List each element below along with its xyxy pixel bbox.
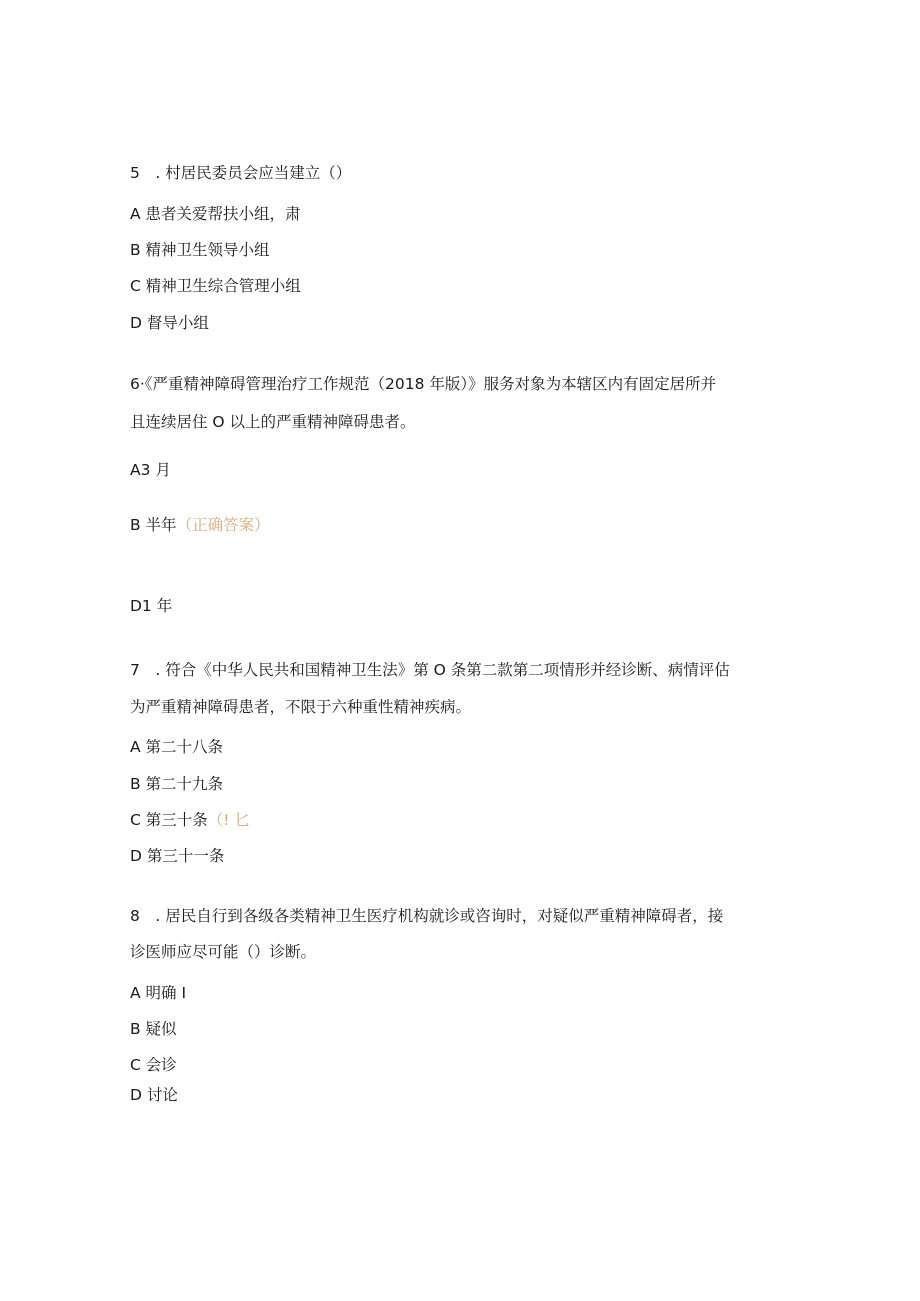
question-5-option-c: C 精神卫生综合管理小组 xyxy=(130,277,301,295)
question-7-text-line-1: 7 . 符合《中华人民共和国精神卫生法》第 O 条第二款第二项情形并经诊断、病情评估 xyxy=(130,661,730,679)
answer-mark: （! 匕 xyxy=(207,811,250,829)
correct-answer-mark: （正确答案） xyxy=(176,516,270,534)
question-5-option-b: B 精神卫生领导小组 xyxy=(130,241,270,259)
question-7-option-b: B 第二十九条 xyxy=(130,775,224,793)
question-6-text-line-2: 且连续居住 O 以上的严重精神障碍患者。 xyxy=(130,413,416,431)
question-6-text-line-1: 6·《严重精神障碍管理治疗工作规范（2018 年版）》服务对象为本辖区内有固定居所并 xyxy=(130,375,717,393)
question-7-option-a: A 第二十八条 xyxy=(130,738,224,756)
question-8-text-line-1: 8 . 居民自行到各级各类精神卫生医疗机构就诊或咨询时，对疑似严重精神障碍者，接 xyxy=(130,907,724,925)
question-6-option-a: A3 月 xyxy=(130,461,171,479)
question-7-text-line-2: 为严重精神障碍患者，不限于六种重性精神疾病。 xyxy=(130,698,472,716)
question-8-option-a: A 明确 I xyxy=(130,984,187,1002)
question-8-option-d: D 讨论 xyxy=(130,1086,178,1104)
question-8-option-b: B 疑似 xyxy=(130,1020,177,1038)
question-6-option-d: D1 年 xyxy=(130,597,173,615)
question-7-option-d: D 第三十一条 xyxy=(130,847,225,865)
question-7-option-c xyxy=(130,810,250,830)
question-5-option-a: A 患者关爱帮扶小组，肃 xyxy=(130,205,301,223)
question-6-option-b xyxy=(130,515,270,535)
question-8-text-line-2: 诊医师应尽可能（）诊断。 xyxy=(130,943,317,961)
question-7-option-c-text: C 第三十条 xyxy=(130,811,208,829)
question-5-text: 5 . 村居民委员会应当建立（） xyxy=(130,164,352,182)
question-8-option-c: C 会诊 xyxy=(130,1056,177,1074)
question-5-option-d: D 督导小组 xyxy=(130,314,209,332)
question-6-option-b-text: B 半年 xyxy=(130,516,177,534)
